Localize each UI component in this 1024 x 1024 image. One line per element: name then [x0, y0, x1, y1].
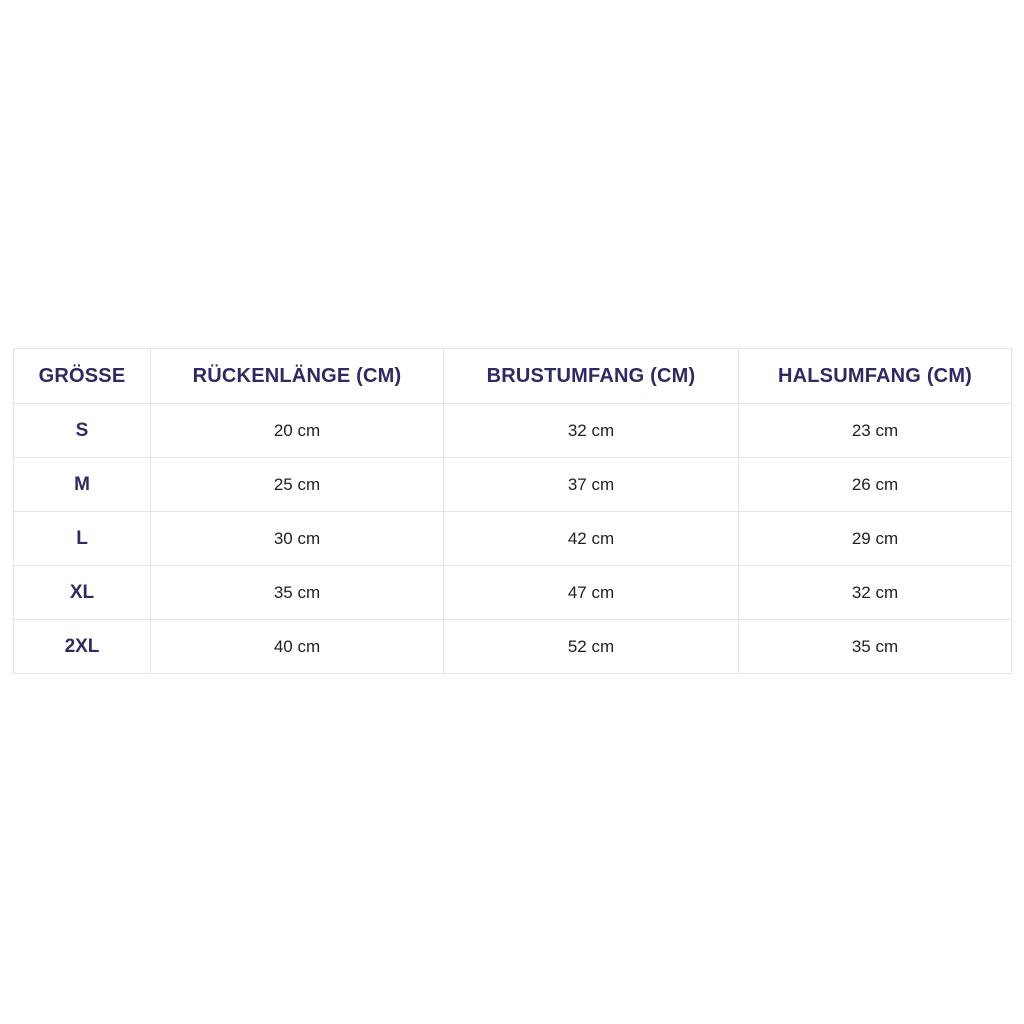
size-table-body: [14, 404, 1012, 674]
measurement-value-cell: 42 cm: [444, 512, 739, 566]
measurement-value-cell: 23 cm: [739, 404, 1012, 458]
measurement-value-cell: 25 cm: [151, 458, 444, 512]
measurement-value-cell: 26 cm: [739, 458, 1012, 512]
measurement-value-cell: 40 cm: [151, 620, 444, 674]
measurement-value-cell: 35 cm: [151, 566, 444, 620]
column-header-neck: HALSUMFANG (CM): [739, 349, 1012, 404]
measurement-value-cell: 32 cm: [739, 566, 1012, 620]
table-row: [14, 458, 1012, 512]
table-row: [14, 566, 1012, 620]
size-label-cell: M: [14, 458, 151, 512]
measurement-value-cell: 30 cm: [151, 512, 444, 566]
header-row: [14, 349, 1012, 404]
measurement-value-cell: 52 cm: [444, 620, 739, 674]
column-header-size: GRÖSSE: [14, 349, 151, 404]
table-row: [14, 620, 1012, 674]
measurement-value-cell: 37 cm: [444, 458, 739, 512]
measurement-value-cell: 29 cm: [739, 512, 1012, 566]
size-label-cell: L: [14, 512, 151, 566]
measurement-value-cell: 35 cm: [739, 620, 1012, 674]
column-header-back-length: RÜCKENLÄNGE (CM): [151, 349, 444, 404]
measurement-value-cell: 20 cm: [151, 404, 444, 458]
size-label-cell: XL: [14, 566, 151, 620]
table-row: [14, 512, 1012, 566]
size-chart-table: [13, 348, 1012, 674]
measurement-value-cell: 47 cm: [444, 566, 739, 620]
measurement-value-cell: 32 cm: [444, 404, 739, 458]
table-row: [14, 404, 1012, 458]
column-header-chest: BRUSTUMFANG (CM): [444, 349, 739, 404]
size-label-cell: 2XL: [14, 620, 151, 674]
size-label-cell: S: [14, 404, 151, 458]
